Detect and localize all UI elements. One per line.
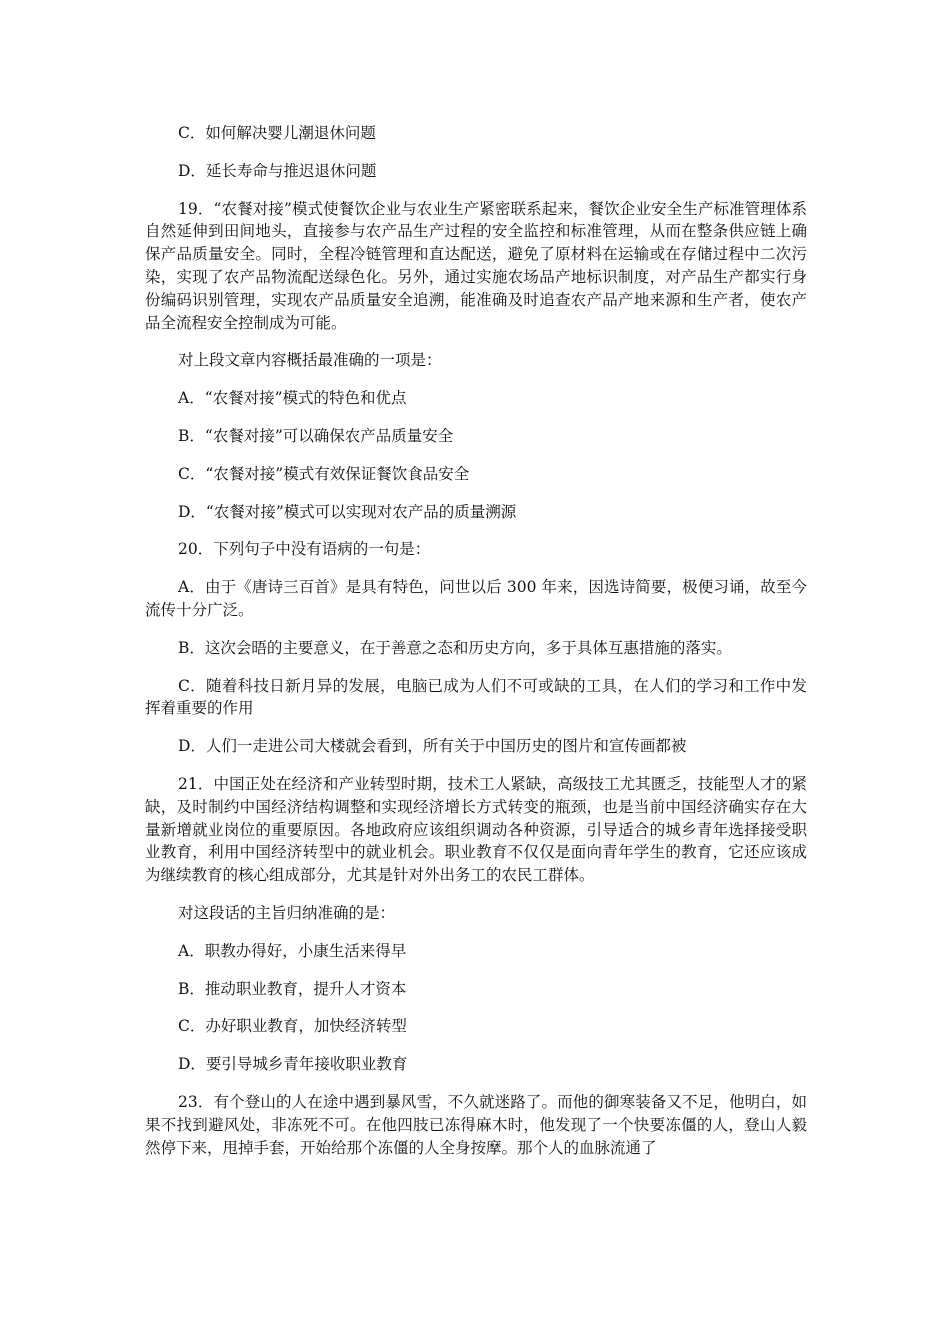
option-19-c: C．“农餐对接”模式有效保证餐饮食品安全 — [178, 464, 470, 483]
question-23: 23．有个登山的人在途中遇到暴风雪，不久就迷路了。而他的御寒装备又不足，他明白，如果不找到避风处，非冻死不可。在他四肢已冻得麻木时，他发现了一个快要冻僵的人，登山人毅然停下来，甩掉手套，开始给那个冻僵的人全身按摩。那个人的血脉流通了 — [145, 1092, 807, 1157]
option-20-b: B．这次会晤的主要意义，在于善意之态和历史方向，多于具体互惠措施的落实。 — [178, 638, 732, 657]
option-21-c: C．办好职业教育，加快经济转型 — [178, 1017, 407, 1036]
option-20-a: A．由于《唐诗三百首》是具有特色，问世以后 300 年来，因选诗简要，极便习诵，故至今流传十分广泛。 — [145, 578, 807, 619]
question-20: 20．下列句子中没有语病的一句是： — [178, 540, 431, 559]
document-body — [145, 122, 807, 1159]
option-19-b: B．“农餐对接”可以确保农产品质量安全 — [178, 426, 454, 445]
question-19-prompt: 对上段文章内容概括最准确的一项是： — [178, 351, 442, 370]
option-21-a: A．职教办得好，小康生活来得早 — [178, 941, 407, 960]
option-18-d: D．延长寿命与推迟退休问题 — [178, 161, 377, 180]
question-21: 21．中国正处在经济和产业转型时期，技术工人紧缺，高级技工尤其匮乏，技能型人才的紧缺，及时制约中国经济结构调整和实现经济增长方式转变的瓶颈，也是当前中国经济确实存在大量新增就业岗位的重要原因。各地政府应该组织调动各种资源，引导适合的城乡青年选择接受职业教育，利用中国经济转型中的就业机会。职业教育不仅仅是面向青年学生的教育，它还应该成为继续教育的核心组成部分，尤其是针对外出务工的农民工群体。 — [145, 774, 807, 885]
option-21-b: B．推动职业教育，提升人才资本 — [178, 979, 407, 998]
question-21-prompt: 对这段话的主旨归纳准确的是： — [178, 903, 396, 922]
option-21-d: D．要引导城乡青年接收职业教育 — [178, 1055, 408, 1074]
option-19-d: D．“农餐对接”模式可以实现对农产品的质量溯源 — [178, 502, 517, 521]
option-20-d: D．人们一走进公司大楼就会看到，所有关于中国历史的图片和宣传画都被 — [178, 737, 687, 756]
question-19: 19．“农餐对接”模式使餐饮企业与农业生产紧密联系起来，餐饮企业安全生产标准管理体系自然延伸到田间地头，直接参与农产品生产过程的安全监控和标准管理，从而在整条供应链上确保产品质量安全。同时，全程冷链管理和直达配送，避免了原材料在运输或在存储过程中二次污染，实现了农产品物流配送绿色化。另外，通过实施农场品产地标识制度，对产品生产都实行身份编码识别管理，实现农产品质量安全追溯，能准确及时追查农产品产地来源和生产者，使农产品全流程安全控制成为可能。 — [145, 199, 807, 332]
option-18-c: C．如何解决婴儿潮退休问题 — [178, 124, 376, 142]
option-20-c: C．随着科技日新月异的发展，电脑已成为人们不可或缺的工具，在人们的学习和工作中发挥着重要的作用 — [145, 676, 807, 718]
option-19-a: A．“农餐对接”模式的特色和优点 — [178, 389, 407, 408]
